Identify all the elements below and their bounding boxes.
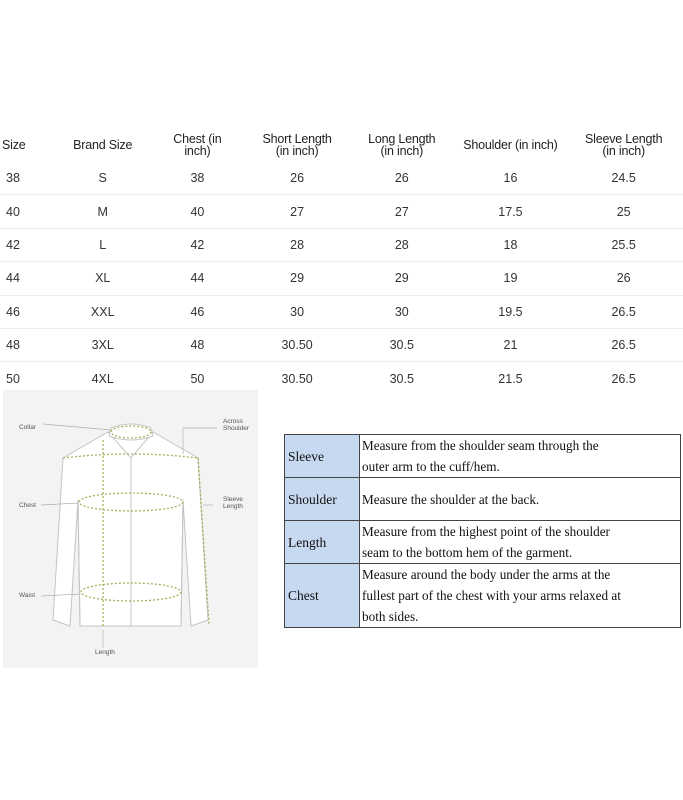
cell-brand-size: M — [58, 195, 148, 228]
diagram-label-across-shoulder: Across Shoulder — [223, 418, 250, 432]
cell-shoulder: 19 — [457, 262, 565, 295]
cell-long-length: 26 — [347, 162, 457, 195]
cell-size: 46 — [0, 295, 58, 328]
cell-size: 42 — [0, 228, 58, 261]
guide-term: Sleeve — [285, 435, 360, 478]
cell-chest: 48 — [148, 328, 248, 361]
cell-size: 38 — [0, 162, 58, 195]
cell-sleeve-length: 25 — [564, 195, 683, 228]
cell-brand-size: 4XL — [91, 371, 114, 386]
cell-brand-size: S — [58, 162, 148, 195]
header-brand-size: Brand Size — [73, 138, 133, 152]
guide-row-sleeve — [285, 435, 681, 478]
header-shoulder: Shoulder (in inch) — [463, 138, 558, 152]
cell-chest: 40 — [148, 195, 248, 228]
cell-sleeve-length: 25.5 — [564, 228, 683, 261]
table-row — [0, 328, 683, 361]
cell-size: 40 — [0, 195, 58, 228]
cell-short-length: 26 — [247, 162, 347, 195]
cell-brand-size: XL — [58, 262, 148, 295]
cell-short-length: 27 — [247, 195, 347, 228]
cell-long-length: 30.5 — [389, 371, 414, 386]
cell-chest: 46 — [148, 295, 248, 328]
cell-long-length: 29 — [347, 262, 457, 295]
cell-shoulder: 18 — [457, 228, 565, 261]
guide-description: Measure around the body under the arms at the fullest part of the chest with your arms relaxed at both sides. — [360, 564, 681, 628]
cell-shoulder: 21 — [457, 328, 565, 361]
cell-short-length: 28 — [247, 228, 347, 261]
diagram-label-waist: Waist — [19, 592, 36, 599]
cell-brand-size: XXL — [58, 295, 148, 328]
cell-long-length: 27 — [347, 195, 457, 228]
shirt-measurement-diagram — [3, 390, 258, 668]
cell-sleeve-length: 26.5 — [564, 328, 683, 361]
shirt-outline-icon — [3, 390, 258, 668]
cell-brand-size: 3XL — [58, 328, 148, 361]
cell-chest: 42 — [148, 228, 248, 261]
guide-description: Measure from the highest point of the shoulder seam to the bottom hem of the garment. — [360, 521, 681, 564]
cell-shoulder: 21.5 — [498, 371, 523, 386]
guide-description: Measure the shoulder at the back. — [360, 478, 681, 521]
cell-shoulder: 16 — [457, 162, 565, 195]
header-long-length: Long Length (in inch) — [368, 132, 436, 158]
diagram-label-collar: Collar — [19, 424, 36, 431]
cell-size: 50 — [6, 371, 20, 386]
cell-chest: 50 — [190, 371, 205, 386]
table-row — [0, 195, 683, 228]
header-size: Size — [2, 138, 26, 152]
guide-row-chest — [285, 564, 681, 628]
guide-term: Chest — [285, 564, 360, 628]
cell-short-length: 30 — [247, 295, 347, 328]
cell-shoulder: 19.5 — [457, 295, 565, 328]
cell-short-length: 30.50 — [281, 371, 313, 386]
table-row — [0, 262, 683, 295]
guide-term: Length — [285, 521, 360, 564]
diagram-label-sleeve-length: Sleeve Length — [223, 496, 243, 510]
cell-short-length: 30.50 — [247, 328, 347, 361]
header-chest: Chest (in inch) — [173, 132, 222, 158]
cell-shoulder: 17.5 — [457, 195, 565, 228]
table-row — [0, 295, 683, 328]
guide-row-shoulder — [285, 478, 681, 521]
cell-chest: 44 — [148, 262, 248, 295]
guide-term: Shoulder — [285, 478, 360, 521]
cell-sleeve-length: 26 — [564, 262, 683, 295]
guide-description: Measure from the shoulder seam through the outer arm to the cuff/hem. — [360, 435, 681, 478]
header-sleeve-length: Sleeve Length (in inch) — [585, 132, 663, 158]
cell-long-length: 28 — [347, 228, 457, 261]
cell-sleeve-length: 26.5 — [611, 371, 636, 386]
cell-brand-size: L — [58, 228, 148, 261]
cell-sleeve-length: 24.5 — [564, 162, 683, 195]
cell-long-length: 30 — [347, 295, 457, 328]
table-row — [0, 228, 683, 261]
cell-short-length: 29 — [247, 262, 347, 295]
cell-long-length: 30.5 — [347, 328, 457, 361]
measurement-guide-table — [284, 434, 681, 628]
diagram-label-chest: Chest — [19, 502, 36, 509]
cell-sleeve-length: 26.5 — [564, 295, 683, 328]
table-row — [0, 162, 683, 195]
cell-size: 48 — [0, 328, 58, 361]
cell-size: 44 — [0, 262, 58, 295]
diagram-label-length: Length — [95, 649, 115, 656]
size-chart-header-row — [0, 128, 683, 162]
guide-row-length — [285, 521, 681, 564]
header-short-length: Short Length (in inch) — [262, 132, 332, 158]
cell-chest: 38 — [148, 162, 248, 195]
size-chart-table — [0, 128, 683, 395]
